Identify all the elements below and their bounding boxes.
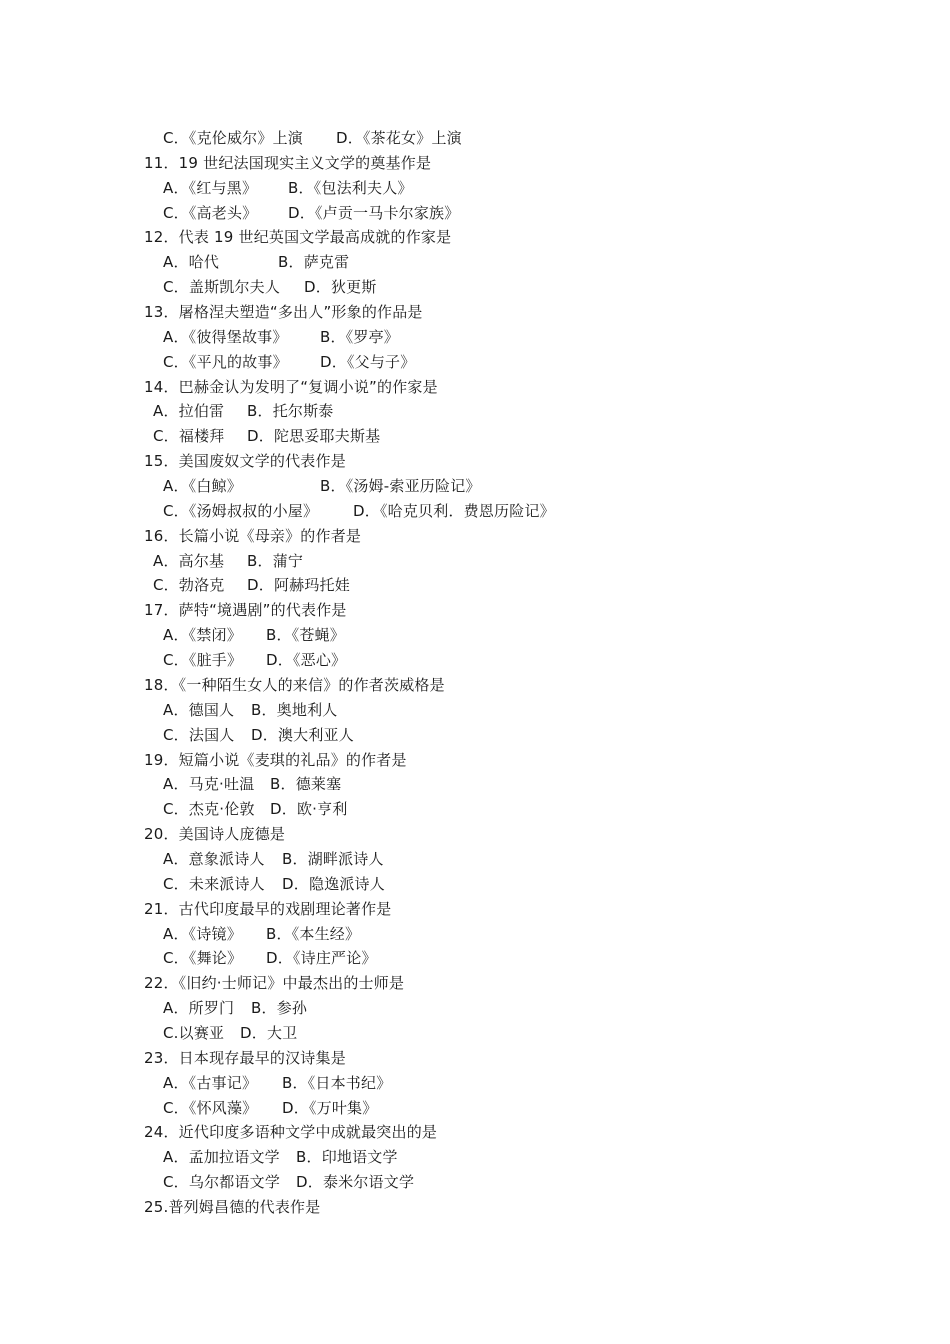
question-text: 13．屠格涅夫塑造“多出人”形象的作品是 bbox=[144, 303, 423, 322]
option-text: C．《高老头》 bbox=[163, 203, 258, 222]
option-text: A．德国人 bbox=[163, 700, 235, 719]
option-text: D．大卫 bbox=[240, 1023, 298, 1042]
question-text: 16．长篇小说《母亲》的作者是 bbox=[144, 526, 362, 545]
option-text: A．拉伯雷 bbox=[153, 402, 225, 421]
question-text: 19．短篇小说《麦琪的礼品》的作者是 bbox=[144, 750, 407, 769]
option-text: C．《舞论》 bbox=[163, 949, 243, 968]
option-text: C．《怀风藻》 bbox=[163, 1098, 258, 1117]
option-text: D．澳大利亚人 bbox=[251, 725, 354, 744]
question-text: 18．《一种陌生女人的来信》的作者茨威格是 bbox=[144, 675, 445, 694]
option-text: B．《苍蝇》 bbox=[266, 626, 345, 645]
option-text: B．《罗亭》 bbox=[320, 327, 399, 346]
option-text: C．《平凡的故事》 bbox=[163, 352, 288, 371]
question-text: 11．19 世纪法国现实主义文学的奠基作是 bbox=[144, 153, 432, 172]
option-text: C．盖斯凯尔夫人 bbox=[163, 278, 281, 297]
option-text: C．乌尔都语文学 bbox=[163, 1173, 281, 1192]
option-text: A．《白鲸》 bbox=[163, 477, 242, 496]
question-text: 14．巴赫金认为发明了“复调小说”的作家是 bbox=[144, 377, 438, 396]
question-text: 22．《旧约·士师记》中最杰出的士师是 bbox=[144, 974, 405, 993]
option-text: B．蒲宁 bbox=[247, 551, 304, 570]
option-text: D．阿赫玛托娃 bbox=[247, 576, 350, 595]
option-text: B．托尔斯泰 bbox=[247, 402, 334, 421]
option-text: B．印地语文学 bbox=[296, 1148, 398, 1167]
question-text: 17．萨特“境遇剧”的代表作是 bbox=[144, 601, 347, 620]
option-text: D．隐逸派诗人 bbox=[282, 874, 385, 893]
question-text: 23．日本现存最早的汉诗集是 bbox=[144, 1048, 346, 1067]
option-text: D．陀思妥耶夫斯基 bbox=[247, 427, 381, 446]
option-text: D．泰米尔语文学 bbox=[296, 1173, 415, 1192]
option-text: C．《脏手》 bbox=[163, 651, 243, 670]
option-text: A．所罗门 bbox=[163, 999, 235, 1018]
option-text: A．《禁闭》 bbox=[163, 626, 242, 645]
option-text: D．狄更斯 bbox=[304, 278, 377, 297]
option-text: D．欧·亨利 bbox=[270, 800, 348, 819]
option-text: B．萨克雷 bbox=[278, 253, 350, 272]
option-text: A．马克·吐温 bbox=[163, 775, 255, 794]
option-text: B．《日本书纪》 bbox=[282, 1073, 392, 1092]
option-text: D．《茶花女》上演 bbox=[336, 129, 462, 147]
option-text: C．未来派诗人 bbox=[163, 874, 265, 893]
option-text: B．德莱塞 bbox=[270, 775, 342, 794]
option-text: B．《汤姆-索亚历险记》 bbox=[320, 477, 481, 496]
option-text: B．参孙 bbox=[251, 999, 308, 1018]
option-text: B．奥地利人 bbox=[251, 700, 338, 719]
option-text: A．哈代 bbox=[163, 253, 220, 272]
question-text: 12．代表 19 世纪英国文学最高成就的作家是 bbox=[144, 228, 452, 247]
option-text: D．《诗庄严论》 bbox=[266, 949, 377, 968]
option-text: A．《古事记》 bbox=[163, 1073, 258, 1092]
question-text: 21．古代印度最早的戏剧理论著作是 bbox=[144, 899, 392, 918]
option-text: D．《恶心》 bbox=[266, 651, 347, 670]
option-text: B．《包法利夫人》 bbox=[288, 178, 413, 197]
option-text: C．杰克·伦敦 bbox=[163, 800, 255, 819]
option-text: D．《万叶集》 bbox=[282, 1098, 378, 1117]
option-text: D．《哈克贝利．费恩历险记》 bbox=[353, 501, 555, 520]
question-text: 25.普列姆昌德的代表作是 bbox=[144, 1197, 321, 1216]
option-text: C．福楼拜 bbox=[153, 427, 225, 446]
option-text: C.以赛亚 bbox=[163, 1023, 225, 1042]
option-text: D．《卢贡一马卡尔家族》 bbox=[288, 203, 460, 222]
option-text: C．《克伦威尔》上演 bbox=[163, 129, 303, 147]
option-text: B．湖畔派诗人 bbox=[282, 849, 384, 868]
option-text: A．《红与黑》 bbox=[163, 178, 258, 197]
option-text: A．《彼得堡故事》 bbox=[163, 327, 288, 346]
option-text: D．《父与子》 bbox=[320, 352, 416, 371]
option-text: A．孟加拉语文学 bbox=[163, 1148, 280, 1167]
option-text: A．《诗镜》 bbox=[163, 924, 242, 943]
question-text: 24．近代印度多语种文学中成就最突出的是 bbox=[144, 1123, 438, 1142]
option-text: C．《汤姆叔叔的小屋》 bbox=[163, 501, 319, 520]
question-text: 20．美国诗人庞德是 bbox=[144, 825, 286, 844]
option-text: A．高尔基 bbox=[153, 551, 225, 570]
option-text: B．《本生经》 bbox=[266, 924, 361, 943]
option-text: C．法国人 bbox=[163, 725, 235, 744]
question-text: 15．美国废奴文学的代表作是 bbox=[144, 452, 346, 471]
option-text: C．勃洛克 bbox=[153, 576, 225, 595]
option-text: A．意象派诗人 bbox=[163, 849, 265, 868]
